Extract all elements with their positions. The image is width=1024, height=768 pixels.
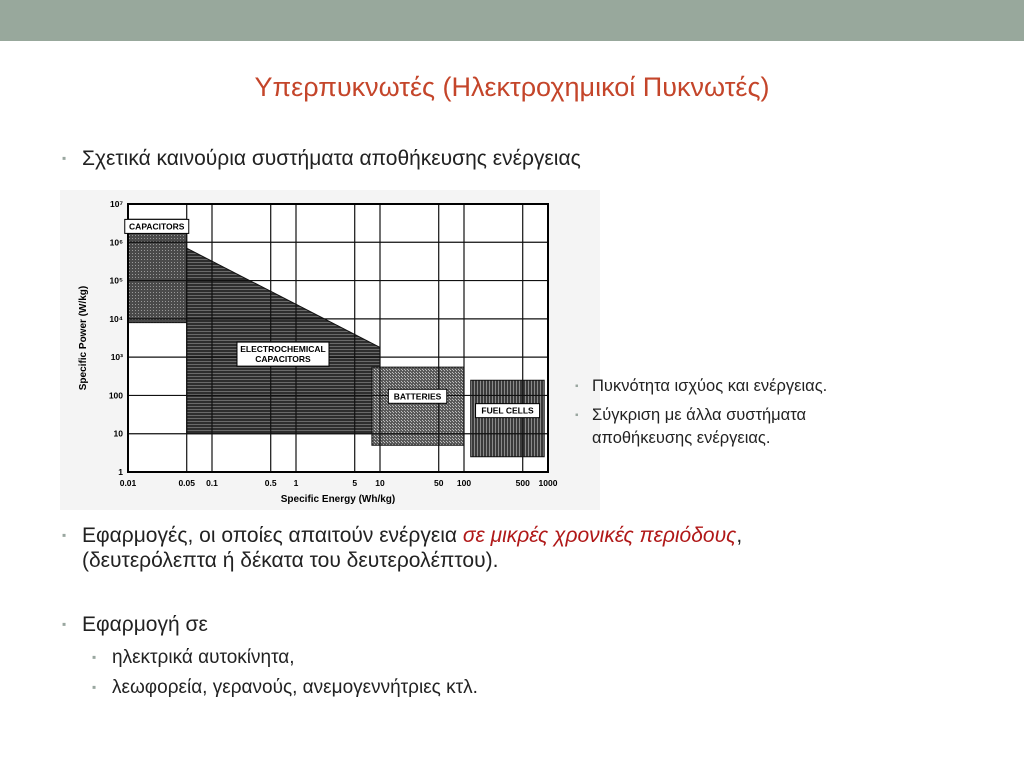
bullet-marker: ▪: [62, 617, 67, 631]
side-bullet-text: Πυκνότητα ισχύος και ενέργειας.: [592, 377, 828, 395]
bullet-marker: ▪: [62, 151, 67, 165]
bullet-text-line2: (δευτερόλεπτα ή δέκατα του δευτερολέπτου).: [82, 549, 499, 572]
x-tick-label: 50: [433, 478, 444, 488]
y-tick-label: 10⁵: [109, 275, 123, 286]
bullet-applications: [62, 523, 982, 573]
bullet-text: Σχετικά καινούρια συστήματα αποθήκευσης ενέργειας: [82, 147, 581, 170]
bullet-marker: ▪: [575, 381, 579, 392]
ragone-chart: [60, 190, 600, 510]
y-tick-label: 100: [108, 390, 123, 401]
side-bullet-text: Σύγκριση με άλλα συστήματα: [592, 406, 807, 424]
bullet-marker: ▪: [92, 680, 97, 694]
slide-title: Υπερπυκνωτές (Ηλεκτροχημικοί Πυκνωτές): [254, 72, 770, 102]
bullet-text: Εφαρμογές, οι οποίες απαιτούν ενέργεια: [82, 524, 463, 547]
side-bullet-comparison: [575, 404, 807, 450]
y-tick-label: 10⁴: [109, 313, 123, 324]
bullet-text: Εφαρμογή σε: [82, 613, 208, 636]
sub-bullet-electric-cars: [92, 645, 295, 670]
region-label: BATTERIES: [393, 391, 442, 402]
y-tick-label: 10³: [110, 352, 123, 363]
x-tick-label: 0.1: [206, 478, 218, 488]
x-tick-label: 0.05: [178, 478, 195, 488]
x-tick-label: 0.01: [119, 478, 137, 488]
x-tick-label: 0.5: [264, 478, 277, 488]
region-label: CAPACITORS: [255, 354, 311, 365]
sub-bullet-buses-cranes: [92, 675, 478, 700]
region-label: CAPACITORS: [129, 221, 185, 232]
region-fuel-cells: [471, 380, 545, 457]
bullet-marker: ▪: [92, 650, 97, 664]
top-bar: [0, 0, 1024, 41]
bullet-emphasis: σε μικρές χρονικές περιόδους: [462, 524, 737, 547]
x-tick-label: 5: [352, 478, 358, 488]
x-tick-label: 1: [293, 478, 299, 488]
x-axis-label: Specific Energy (Wh/kg): [280, 494, 396, 505]
y-tick-label: 10⁶: [109, 237, 123, 248]
x-tick-label: 1000: [538, 478, 558, 488]
bullet-marker: ▪: [62, 528, 67, 542]
x-tick-label: 10: [375, 478, 385, 488]
side-bullet-density: [575, 375, 828, 398]
x-tick-label: 100: [456, 478, 472, 488]
bullet-application-in: [62, 612, 208, 637]
sub-bullet-text: λεωφορεία, γερανούς, ανεμογεννήτριες κτλ.: [112, 677, 478, 698]
bullet-text-end: ,: [736, 524, 743, 547]
bullet-new-storage-systems: [62, 146, 581, 171]
region-label: ELECTROCHEMICAL: [240, 344, 326, 355]
y-tick-label: 10⁷: [110, 199, 123, 209]
x-tick-label: 500: [515, 478, 530, 488]
bullet-marker: ▪: [575, 410, 579, 421]
side-bullet-text-cont: αποθήκευσης ενέργειας.: [592, 429, 771, 447]
region-label: FUEL CELLS: [481, 405, 534, 416]
ragone-plot-svg: [60, 190, 600, 510]
y-tick-label: 10: [113, 428, 123, 439]
sub-bullet-text: ηλεκτρικά αυτοκίνητα,: [112, 647, 295, 668]
y-tick-label: 1: [118, 467, 123, 477]
y-axis-label: Specific Power (W/kg): [78, 285, 89, 391]
region-capacitors: [128, 219, 187, 322]
